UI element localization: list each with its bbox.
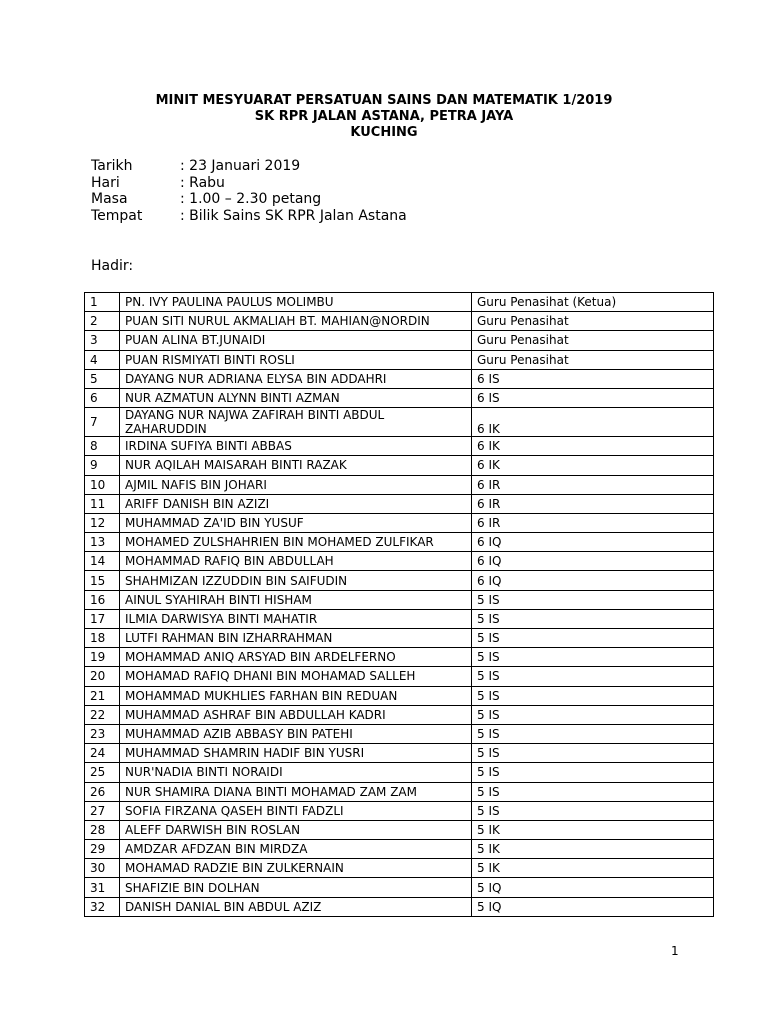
table-row <box>85 437 714 456</box>
school-name: SK RPR JALAN ASTANA, PETRA JAYA <box>254 109 514 124</box>
attendance-heading: Hadir: <box>91 258 134 274</box>
attendee-name: AINUL SYAHIRAH BINTI HISHAM <box>120 590 472 609</box>
attendance-table <box>84 292 714 917</box>
table-row <box>85 686 714 705</box>
attendee-name: ILMIA DARWISYA BINTI MAHATIR <box>120 609 472 628</box>
attendee-name: AJMIL NAFIS BIN JOHARI <box>120 475 472 494</box>
row-number: 22 <box>85 705 120 724</box>
venue-value: : Bilik Sains SK RPR Jalan Astana <box>180 207 407 224</box>
attendee-role: 5 IS <box>472 763 714 782</box>
row-number: 8 <box>85 437 120 456</box>
table-row <box>85 724 714 743</box>
table-row <box>85 820 714 839</box>
table-row <box>85 388 714 407</box>
row-number: 3 <box>85 331 120 350</box>
row-number: 10 <box>85 475 120 494</box>
attendee-role: 5 IS <box>472 590 714 609</box>
document-title: MINIT MESYUARAT PERSATUAN SAINS DAN MATEMATIK 1/2019 <box>155 93 613 108</box>
table-row <box>85 552 714 571</box>
table-row <box>85 571 714 590</box>
attendee-name: DAYANG NUR NAJWA ZAFIRAH BINTI ABDUL ZAHARUDDIN <box>120 408 472 437</box>
page-number: 1 <box>671 944 679 958</box>
venue-label: Tempat <box>91 207 143 224</box>
attendee-name: ALEFF DARWISH BIN ROSLAN <box>120 820 472 839</box>
school-location: KUCHING <box>350 125 418 140</box>
attendee-role: 6 IK <box>472 408 714 437</box>
attendee-name: AMDZAR AFDZAN BIN MIRDZA <box>120 840 472 859</box>
attendee-name: MOHAMAD RADZIE BIN ZULKERNAIN <box>120 859 472 878</box>
row-number: 25 <box>85 763 120 782</box>
row-number: 6 <box>85 388 120 407</box>
attendee-name: NUR SHAMIRA DIANA BINTI MOHAMAD ZAM ZAM <box>120 782 472 801</box>
table-row <box>85 533 714 552</box>
table-row <box>85 897 714 916</box>
row-number: 28 <box>85 820 120 839</box>
table-row <box>85 513 714 532</box>
table-row <box>85 629 714 648</box>
table-row <box>85 494 714 513</box>
attendee-name: PUAN ALINA BT.JUNAIDI <box>120 331 472 350</box>
date-row <box>91 158 407 175</box>
table-row <box>85 859 714 878</box>
attendee-name: MUHAMMAD ZA'ID BIN YUSUF <box>120 513 472 532</box>
attendee-role: Guru Penasihat (Ketua) <box>472 293 714 312</box>
attendee-role: 5 IQ <box>472 897 714 916</box>
table-row <box>85 705 714 724</box>
attendee-role: 6 IS <box>472 369 714 388</box>
venue-row <box>91 208 407 225</box>
attendee-role: Guru Penasihat <box>472 331 714 350</box>
date-value: : 23 Januari 2019 <box>180 158 301 174</box>
attendee-name: PUAN RISMIYATI BINTI ROSLI <box>120 350 472 369</box>
row-number: 29 <box>85 840 120 859</box>
attendee-name: SOFIA FIRZANA QASEH BINTI FADZLI <box>120 801 472 820</box>
attendee-role: 6 IS <box>472 388 714 407</box>
table-row <box>85 312 714 331</box>
table-row <box>85 878 714 897</box>
row-number: 15 <box>85 571 120 590</box>
attendee-name: SHAHMIZAN IZZUDDIN BIN SAIFUDIN <box>120 571 472 590</box>
attendee-name: NUR'NADIA BINTI NORAIDI <box>120 763 472 782</box>
attendee-role: 5 IS <box>472 801 714 820</box>
day-label: Hari <box>91 174 120 191</box>
attendee-role: 5 IS <box>472 648 714 667</box>
row-number: 24 <box>85 744 120 763</box>
attendee-role: 6 IQ <box>472 552 714 571</box>
attendee-role: 6 IR <box>472 513 714 532</box>
attendee-name: MUHAMMAD SHAMRIN HADIF BIN YUSRI <box>120 744 472 763</box>
table-row <box>85 763 714 782</box>
row-number: 26 <box>85 782 120 801</box>
attendee-name: IRDINA SUFIYA BINTI ABBAS <box>120 437 472 456</box>
attendee-role: 5 IS <box>472 705 714 724</box>
attendee-role: 5 IK <box>472 840 714 859</box>
attendance-table-body <box>85 293 714 917</box>
table-row <box>85 667 714 686</box>
attendee-name: ARIFF DANISH BIN AZIZI <box>120 494 472 513</box>
day-row <box>91 175 407 192</box>
row-number: 16 <box>85 590 120 609</box>
row-number: 7 <box>85 408 120 437</box>
attendee-role: 5 IS <box>472 667 714 686</box>
attendee-role: 5 IS <box>472 609 714 628</box>
date-label: Tarikh <box>91 158 133 174</box>
row-number: 32 <box>85 897 120 916</box>
row-number: 13 <box>85 533 120 552</box>
row-number: 20 <box>85 667 120 686</box>
attendee-name: MOHAMMAD ANIQ ARSYAD BIN ARDELFERNO <box>120 648 472 667</box>
table-row <box>85 609 714 628</box>
attendee-role: 5 IS <box>472 744 714 763</box>
attendee-role: 5 IS <box>472 686 714 705</box>
row-number: 14 <box>85 552 120 571</box>
time-value: : 1.00 – 2.30 petang <box>180 191 322 207</box>
attendee-role: 6 IK <box>472 437 714 456</box>
row-number: 31 <box>85 878 120 897</box>
attendee-name: MUHAMMAD ASHRAF BIN ABDULLAH KADRI <box>120 705 472 724</box>
attendee-role: 5 IQ <box>472 878 714 897</box>
table-row <box>85 744 714 763</box>
attendee-name: DAYANG NUR ADRIANA ELYSA BIN ADDAHRI <box>120 369 472 388</box>
row-number: 4 <box>85 350 120 369</box>
attendee-role: 5 IS <box>472 782 714 801</box>
row-number: 18 <box>85 629 120 648</box>
row-number: 5 <box>85 369 120 388</box>
table-row <box>85 648 714 667</box>
row-number: 12 <box>85 513 120 532</box>
row-number: 9 <box>85 456 120 475</box>
row-number: 23 <box>85 724 120 743</box>
attendee-name: MUHAMMAD AZIB ABBASY BIN PATEHI <box>120 724 472 743</box>
attendee-name: SHAFIZIE BIN DOLHAN <box>120 878 472 897</box>
attendee-role: Guru Penasihat <box>472 312 714 331</box>
attendee-name: PN. IVY PAULINA PAULUS MOLIMBU <box>120 293 472 312</box>
row-number: 21 <box>85 686 120 705</box>
attendee-name: MOHAMAD RAFIQ DHANI BIN MOHAMAD SALLEH <box>120 667 472 686</box>
attendee-name: NUR AQILAH MAISARAH BINTI RAZAK <box>120 456 472 475</box>
row-number: 19 <box>85 648 120 667</box>
attendee-role: 6 IQ <box>472 571 714 590</box>
attendee-name: PUAN SITI NURUL AKMALIAH BT. MAHIAN@NORDIN <box>120 312 472 331</box>
row-number: 2 <box>85 312 120 331</box>
row-number: 27 <box>85 801 120 820</box>
attendee-name: DANISH DANIAL BIN ABDUL AZIZ <box>120 897 472 916</box>
row-number: 30 <box>85 859 120 878</box>
attendee-role: 5 IK <box>472 859 714 878</box>
attendee-name: MOHAMMAD MUKHLIES FARHAN BIN REDUAN <box>120 686 472 705</box>
attendee-role: 6 IR <box>472 494 714 513</box>
row-number: 11 <box>85 494 120 513</box>
attendee-role: 5 IK <box>472 820 714 839</box>
attendee-name: MOHAMED ZULSHAHRIEN BIN MOHAMED ZULFIKAR <box>120 533 472 552</box>
table-row <box>85 782 714 801</box>
table-row <box>85 475 714 494</box>
table-row <box>85 801 714 820</box>
attendee-name: MOHAMMAD RAFIQ BIN ABDULLAH <box>120 552 472 571</box>
table-row <box>85 456 714 475</box>
table-row <box>85 369 714 388</box>
attendee-role: 6 IK <box>472 456 714 475</box>
day-value: : Rabu <box>180 174 225 191</box>
time-label: Masa <box>91 191 128 207</box>
attendee-role: 6 IR <box>472 475 714 494</box>
row-number: 1 <box>85 293 120 312</box>
attendee-role: Guru Penasihat <box>472 350 714 369</box>
row-number: 17 <box>85 609 120 628</box>
attendee-role: 5 IS <box>472 724 714 743</box>
attendee-name: LUTFI RAHMAN BIN IZHARRAHMAN <box>120 629 472 648</box>
table-row <box>85 350 714 369</box>
table-row <box>85 293 714 312</box>
table-row <box>85 590 714 609</box>
meeting-details <box>91 158 407 224</box>
time-row <box>91 191 407 208</box>
table-row <box>85 408 714 437</box>
attendee-role: 6 IQ <box>472 533 714 552</box>
attendee-name: NUR AZMATUN ALYNN BINTI AZMAN <box>120 388 472 407</box>
attendee-role: 5 IS <box>472 629 714 648</box>
table-row <box>85 331 714 350</box>
table-row <box>85 840 714 859</box>
